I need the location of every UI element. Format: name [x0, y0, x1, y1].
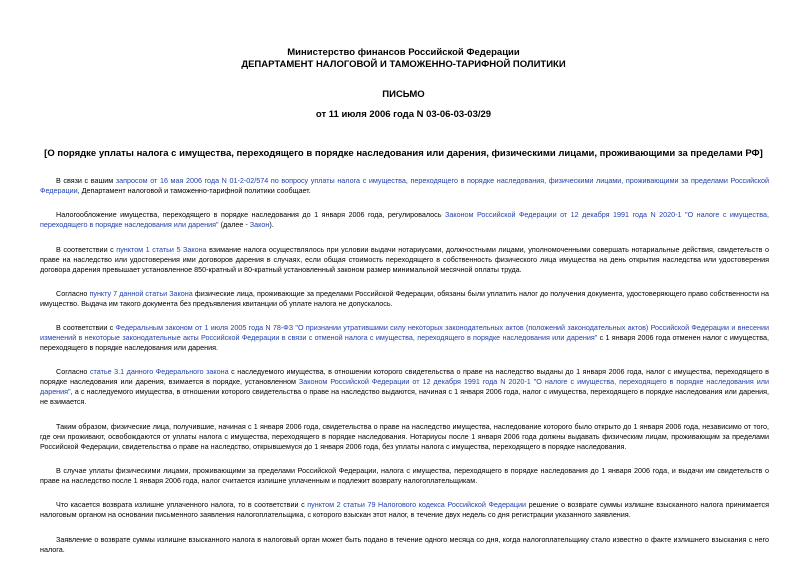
ministry-name: Министерство финансов Российской Федерации — [287, 47, 520, 58]
link-federal-law-78[interactable]: Федеральным законом от 1 июля 2005 года N 78-ФЗ "О признании утратившими силу некоторых законодательных актов (положений законодательных актов) Российской Федерации и внесении изменений в некоторые законодательные акты Российской Федерации в связи с отменой налога с имущества, переходящего в порядке наследования или дарения" — [40, 323, 770, 343]
link-law[interactable]: Закон — [249, 220, 270, 230]
paragraph-1 — [40, 176, 769, 196]
paragraph-6 — [40, 367, 769, 407]
department-name: ДЕПАРТАМЕНТ НАЛОГОВОЙ И ТАМОЖЕННО-ТАРИФНОЙ ПОЛИТИКИ — [241, 59, 566, 70]
text: , а с наследуемого имущества, в отношении которого свидетельства о праве на наследство выдаются, начиная с 1 января 2006 года, налог с имущества, переходящего в порядке наследования или дарения, не взимается. — [40, 387, 769, 407]
text: В связи с вашим — [56, 176, 116, 185]
text: Согласно — [56, 367, 90, 377]
link-law-2020-1[interactable]: Законом Российской Федерации от 12 декабря 1991 года N 2020-1 "О налоге с имущества, переходящего в порядке наследования или дарения" — [40, 377, 769, 397]
text: физические лица, проживающие за пределами Российской Федерации, обязаны были уплатить налог до получения документа, удостоверяющего право собственности на имущество. Выдача им такого документа без предъявления квитанции об уплате налога не допускалось. — [40, 288, 770, 308]
text: решение о возврате суммы излишне взысканного налога принимается налоговым органом на основании письменного заявления налогоплательщика, с которого взыскан этот налог, в течение двух недель со дня регистрации указанного заявления. — [40, 500, 769, 520]
document-date: от 11 июля 2006 года N 03-06-03-03/29 — [315, 109, 492, 120]
document-subject: [О порядке уплаты налога с имущества, переходящего в порядке наследования или дарения, физическими лицами, проживающими за пределами РФ] — [44, 148, 763, 159]
link-article-3-1[interactable]: статье 3.1 данного Федерального закона — [89, 367, 229, 377]
link-law-2020-1[interactable]: Законом Российской Федерации от 12 декабря 1991 года N 2020-1 "О налоге с имущества, переходящего в порядке наследования или дарения" — [40, 210, 769, 230]
paragraph-5 — [40, 323, 769, 353]
paragraph-4 — [40, 289, 769, 309]
paragraph-9 — [40, 500, 769, 520]
text: Что касается возврата излишне уплаченного налога, то в соответствии с — [56, 500, 308, 510]
text: В соответствии с — [56, 323, 116, 333]
letter-body — [40, 176, 769, 569]
text: с наследуемого имущества, в отношении которого свидетельства о праве на наследство выданы до 1 января 2006 года, налог с имущества, переходящего в порядке наследования или дарения, взимается в порядке, установленном — [40, 367, 769, 387]
paragraph-10: Заявление о возврате суммы излишне взысканного налога в налоговый орган может быть подано в течение одного месяца со дня, когда налогоплательщику стало известно о факте излишнего взыскания с него налога. — [40, 534, 769, 554]
text: , Департамент налоговой и таможенно-тарифной политики сообщает. — [77, 186, 311, 195]
text: взимание налога осуществлялось при условии выдачи нотариусами, должностными лицами, уполномоченными совершать нотариальные действия, свидетельств о праве на наследство или удостоверения ими договоров дарения в случаях, если общая стоимость переходящего в собственность физического лица имущества на день открытия наследства или удостоверения договора дарения превышает установленное 850-кратный и 80-кратный установленный законом размер минимальной месячной оплаты труда. — [40, 244, 770, 274]
link-tax-code-79[interactable]: пунктом 2 статьи 79 Налогового кодекса Российской Федерации — [307, 500, 527, 510]
paragraph-8: В случае уплаты физическими лицами, проживающими за пределами Российской Федерации, налога с имущества, переходящего в порядке наследования до 1 января 2006 года, и выдачи им свидетельств о праве на наследство после 1 января 2006 года, налог считается излишне уплаченным и подлежит возврату налогоплательщикам. — [40, 466, 769, 486]
text: ). — [269, 220, 274, 230]
text: Налогообложение имущества, переходящего в порядке наследования до 1 января 2006 года, регулировалось — [56, 210, 445, 220]
link-request[interactable]: запросом от 16 мая 2006 года N 01-2-02/574 по вопросу уплаты налога с имущества, переходящего в порядке наследования, физическими лицами, проживающими за пределами Российской Федерации — [40, 176, 769, 195]
link-article-5[interactable]: пунктом 1 статьи 5 Закона — [116, 244, 207, 254]
document-type: ПИСЬМО — [382, 89, 425, 100]
text: (далее - — [218, 220, 250, 230]
text: Согласно — [56, 288, 90, 298]
text: с 1 января 2006 года отменен налог с имущества, переходящего в порядке наследования или дарения. — [40, 333, 769, 353]
link-item-7[interactable]: пункту 7 данной статьи Закона — [89, 288, 193, 298]
paragraph-3 — [40, 245, 769, 275]
text: В соответствии с — [56, 244, 117, 254]
paragraph-7: Таким образом, физические лица, получившие, начиная с 1 января 2006 года, свидетельства о праве на наследство имущества, наследование которого было открыто до 1 января 2006 года, независимо от того, где они проживают, освобождаются от уплаты налога с имущества, переходящего в порядке наследования. Нотариусы после 1 января 2006 года должны выдавать физическим лицам, проживающим за пределами Российской Федерации, свидетельства о праве на наследство, открывшемуся до 1 января 2006 года, без уплаты налога с имущества, переходящего в порядке наследования. — [40, 421, 769, 451]
paragraph-2 — [40, 210, 769, 230]
